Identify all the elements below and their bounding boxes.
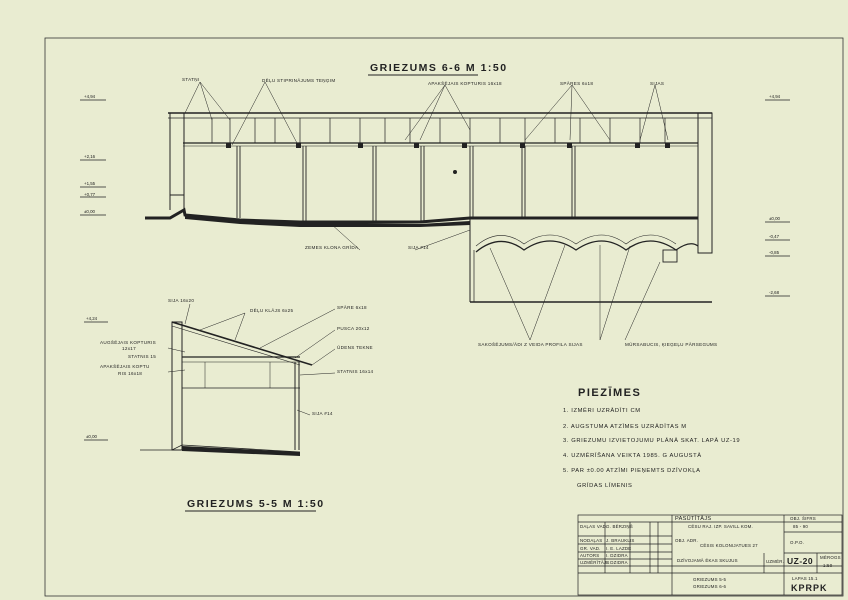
callout-sija-top: SIJA 16x20: [168, 298, 195, 303]
level-mark: -2,68: [769, 290, 780, 295]
callout-zemes-klons: ZEMES KLONA GRĪDA: [305, 245, 359, 250]
callout-apaksejais-koptu-size: RIS 16x18: [118, 371, 143, 376]
organization: KPRPK: [791, 583, 828, 593]
role-label: UZMĒRĪTĀJS: [580, 560, 610, 565]
callout-statnis: STATNIS 16x14: [337, 369, 374, 374]
sheet-label: UZMĒR.: [766, 559, 785, 564]
years: 85 - 90: [793, 524, 809, 529]
note-item: 5. PAR ±0.00 ATZĪMI PIEŅEMTS DZĪVOKĻA: [563, 468, 701, 474]
callout-sakosejums: SAKOŠĒJUMS/ĀDI Z VEIDA PROFILA SIJAS: [478, 342, 583, 347]
level-mark: -0,47: [769, 234, 780, 239]
note-item: 3. GRIEZUMU IZVIETOJUMU PLĀNĀ SKAT. LAPĀ UZ-19: [563, 438, 741, 444]
callout-spare: SPĀRE 6x18: [337, 305, 367, 310]
callout-mursabudzis: MŪRSABUCIS, ĶIEĢEĻU PĀRSEGUMS: [625, 342, 718, 347]
client-name: CĒSU RAJ. IZP. SAVILL KOM.: [688, 524, 753, 529]
level-mark: ±0,00: [86, 434, 97, 439]
section-6-6-title: GRIEZUMS 6-6 M 1:50: [370, 62, 508, 74]
sheet-code: UZ-20: [787, 556, 814, 566]
role-label: GR. VAD.: [580, 546, 601, 551]
note-item: 2. AUGSTUMA ATZĪMES UZRĀDĪTAS M: [563, 424, 687, 430]
callout-spares: SPĀRES 6x18: [560, 81, 594, 86]
callout-sijas: SIJAS: [650, 81, 665, 86]
callout-augsejais-kopturis: AUGŠĒJAIS KOPTURIS: [100, 340, 156, 345]
callout-delu-stiprinajums: DĒĻU STIPRINĀJUMS TEŅĢIM: [262, 78, 336, 83]
person-name: I. DZIDRA: [606, 553, 628, 558]
level-mark: +0,77: [84, 192, 96, 197]
role-label: AUTORS: [580, 553, 600, 558]
person-name: J. BRAUKLIS: [606, 538, 635, 543]
level-mark: +4,24: [86, 316, 98, 321]
person-name: I. E. LAZDE: [606, 546, 632, 551]
section-name: GRIEZUMS 5-5: [693, 577, 727, 582]
callout-sija: SIJA #14: [408, 245, 429, 250]
section-5-5-title: GRIEZUMS 5-5 M 1:50: [187, 498, 325, 510]
level-mark: +4,94: [84, 94, 96, 99]
note-item: GRĪDAS LĪMENIS: [577, 483, 633, 489]
callout-apakseja-kopturis: APAKŠĒJAIS KOPTURIS 16x18: [428, 81, 502, 86]
sheet-type-label: OBJ. ŠIFRS: [790, 516, 816, 521]
person-name: I. DZIDRA: [606, 560, 628, 565]
callout-udens-tekne: ŪDENS TEKNE: [337, 345, 373, 350]
note-item: 4. UZMĒRĪŠANA VEIKTA 1985. G AUGUSTĀ: [563, 453, 702, 459]
scale-label: MĒROGS: [820, 555, 841, 560]
level-mark: +1,55: [84, 181, 96, 186]
section-name: GRIEZUMS 6-6: [693, 584, 727, 589]
level-mark: -0,85: [769, 250, 780, 255]
role-label: NODAĻAS: [580, 538, 603, 543]
person-name: G. BĒRZIŅŠ: [606, 524, 633, 529]
scale-value: 1:50: [823, 563, 833, 568]
callout-statni: STATŅI: [182, 77, 200, 82]
level-mark: +4,94: [769, 94, 781, 99]
object-code: O.P.O.: [790, 540, 805, 545]
callout-sija-bottom: SIJA #14: [312, 411, 333, 416]
object-label: OBJ. ADR.: [675, 538, 699, 543]
object-address: CĒSIS KOLONIJATUES 27: [700, 543, 758, 548]
callout-pusca: PUSCA 20x12: [337, 326, 370, 331]
page-label: LAPAS 15.1: [792, 576, 818, 581]
level-mark: ±0,00: [84, 209, 95, 214]
callout-delu-klajs: DĒĻU KLĀJS 6x25: [250, 308, 294, 313]
notes-heading: PIEZĪMES: [578, 387, 642, 399]
content-title: DZĪVOJAMĀ ĒKAS SKUJUS: [677, 558, 738, 563]
callout-augsejais-kopturis-size: 12x17: [122, 346, 137, 351]
callout-apaksejais-koptu: APAKŠĒJAIS KOPTU: [100, 364, 150, 369]
note-item: 1. IZMĒRI UZRĀDĪTI CM: [563, 408, 641, 414]
client-label: PASŪTĪTĀJS: [675, 516, 712, 522]
level-mark: +2,16: [84, 154, 96, 159]
callout-statnis-left: STATNIS 15: [128, 354, 157, 359]
role-label: DAĻAS VAD.: [580, 524, 608, 529]
level-mark: ±0,00: [769, 216, 780, 221]
